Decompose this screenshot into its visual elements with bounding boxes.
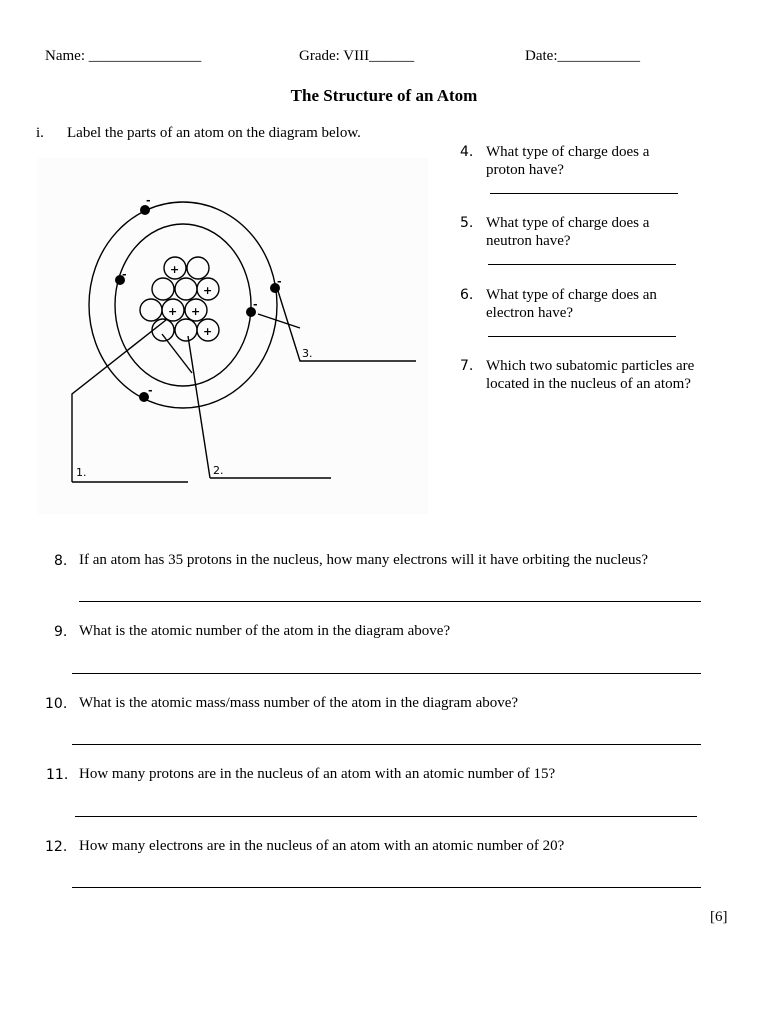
question-text: How many protons are in the nucleus of an atom with an atomic number of 15?	[79, 766, 556, 782]
question-number: 10.	[45, 696, 68, 712]
answer-line[interactable]	[490, 193, 678, 194]
electron-sign: -	[253, 298, 258, 311]
question-text: Which two subatomic particles are located in the nucleus of an atom?	[486, 358, 695, 392]
atom-diagram	[38, 158, 428, 514]
instruction-text: Label the parts of an atom on the diagram below.	[67, 125, 361, 141]
grade-field[interactable]: Grade: VIII______	[299, 48, 415, 64]
atom-diagram-svg	[38, 158, 428, 514]
neutron	[152, 278, 174, 300]
proton-sign: +	[170, 263, 180, 276]
electron-sign: -	[146, 194, 151, 207]
question-text: What type of charge does a neutron have?	[486, 215, 650, 249]
answer-line[interactable]	[75, 816, 697, 817]
instruction-numeral: i.	[36, 125, 44, 141]
diagram-label-1: 1.	[76, 466, 87, 479]
answer-line[interactable]	[488, 264, 676, 265]
answer-line[interactable]	[79, 601, 701, 602]
leader-line-2b	[162, 334, 192, 373]
leader-line-1	[72, 320, 166, 482]
question-number: 12.	[45, 839, 68, 855]
answer-line[interactable]	[72, 887, 701, 888]
page-title: The Structure of an Atom	[290, 86, 478, 105]
diagram-label-3: 3.	[302, 347, 313, 360]
proton-sign: +	[203, 325, 213, 338]
proton-sign: +	[203, 284, 213, 297]
question-number: 8.	[54, 553, 68, 569]
question-number: 5.	[460, 215, 474, 231]
question-number: 11.	[46, 767, 69, 783]
question-number: 4.	[460, 144, 474, 160]
neutron	[140, 299, 162, 321]
question-number: 9.	[54, 624, 68, 640]
electron-sign: -	[277, 275, 282, 288]
total-marks: [6]	[710, 909, 728, 925]
electron-sign: -	[148, 384, 153, 397]
answer-line[interactable]	[488, 336, 676, 337]
question-text: What is the atomic number of the atom in the diagram above?	[79, 623, 451, 639]
question-text: What type of charge does an electron have?	[486, 287, 657, 321]
question-text: What is the atomic mass/mass number of the atom in the diagram above?	[79, 695, 519, 711]
diagram-label-2: 2.	[213, 464, 224, 477]
answer-line[interactable]	[72, 673, 701, 674]
neutron	[187, 257, 209, 279]
question-number: 6.	[460, 287, 474, 303]
answer-line[interactable]	[72, 744, 701, 745]
question-text: How many electrons are in the nucleus of an atom with an atomic number of 20?	[79, 838, 565, 854]
leader-line-3b	[258, 314, 300, 328]
electron-sign: -	[122, 268, 127, 281]
proton-sign: +	[168, 305, 178, 318]
proton-sign: +	[191, 305, 201, 318]
neutron	[175, 319, 197, 341]
question-text: If an atom has 35 protons in the nucleus, how many electrons will it have orbiting the nucleus?	[79, 552, 649, 568]
name-field[interactable]: Name: _______________	[45, 48, 202, 64]
neutron	[175, 278, 197, 300]
date-field[interactable]: Date:___________	[525, 48, 640, 64]
question-number: 7.	[460, 358, 474, 374]
leader-line-3	[278, 291, 416, 361]
question-text: What type of charge does a proton have?	[486, 144, 650, 178]
